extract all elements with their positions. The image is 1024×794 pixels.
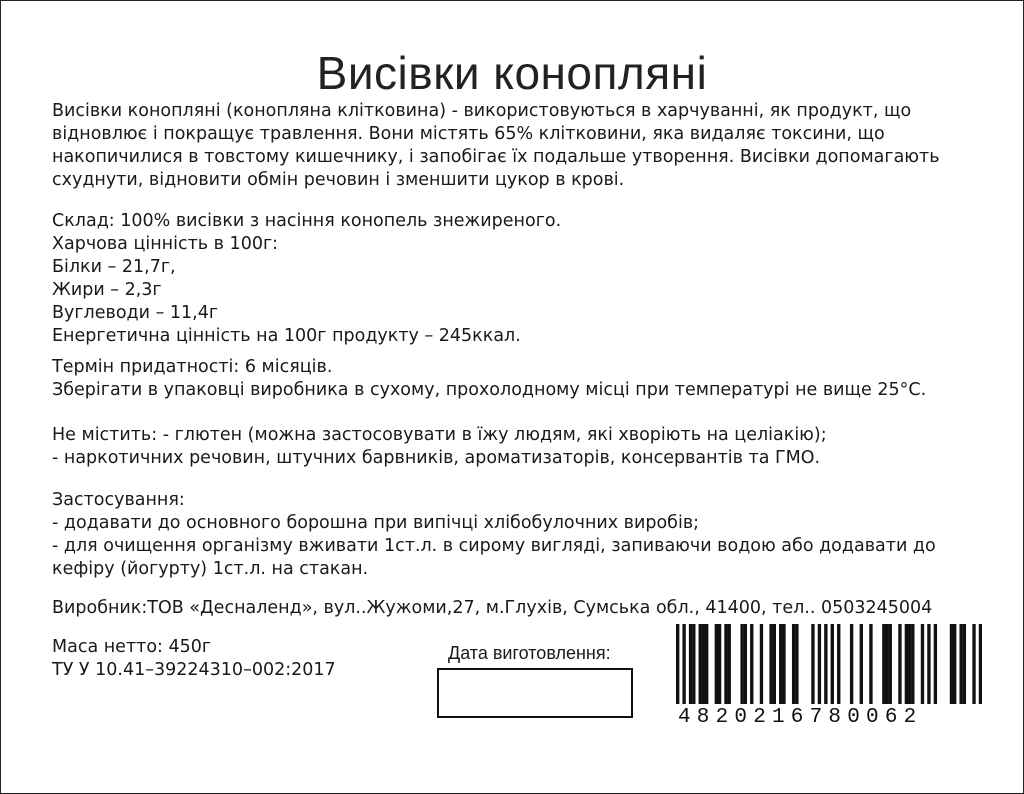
product-title: Висівки конопляні (316, 47, 708, 99)
energy-line: Енергетична цінність на 100г продукту – 245ккал. (52, 326, 521, 346)
barcode-number: 4820216780062 (676, 704, 982, 732)
manufacture-date-label: Дата виготовлення: (448, 643, 611, 663)
usage-line: кефіру (йогурту) 1ст.л. на стакан. (52, 559, 369, 579)
carbs-line: Вуглеводи – 11,4г (52, 303, 219, 323)
manufacture-date-box (437, 668, 633, 718)
intro-line: схуднути, відновити обмін речовин і зменшити цукор в крові. (52, 170, 625, 190)
composition-line: Склад: 100% висівки з насіння конопель знежиреного. (52, 211, 562, 231)
net-mass: Маса нетто: 450г (52, 637, 212, 657)
contains-not-line: Не містить: - глютен (можна застосовувати в їжу людям, які хворіють на целіакію); (52, 425, 827, 445)
manufacturer-line: Виробник:ТОВ «Десналенд», вул..Жужоми,27, м.Глухів, Сумська обл., 41400, тел.. 0503245004 (52, 598, 933, 618)
nutrition-heading: Харчова цінність в 100г: (52, 234, 279, 254)
storage-line: Зберігати в упаковці виробника в сухому, прохолодному місці при температурі не вище 25°С. (52, 380, 927, 400)
usage-heading: Застосування: (52, 490, 185, 510)
intro-line: відновлює і покращує травлення. Вони містять 65% клітковини, яка видаляє токсини, що (52, 124, 885, 144)
fat-line: Жири – 2,3г (52, 280, 162, 300)
intro-line: Висівки конопляні (конопляна клітковина) - використовуються в харчуванні, як продукт, що (52, 101, 912, 121)
usage-line: - для очищення організму вживати 1ст.л. в сирому вигляді, запиваючи водою або додавати до (52, 536, 936, 556)
protein-line: Білки – 21,7г, (52, 257, 176, 277)
standard-code: ТУ У 10.41–39224310–002:2017 (52, 660, 336, 680)
intro-line: накопичилися в товстому кишечнику, і запобігає їх подальше утворення. Висівки допомагають (52, 147, 940, 167)
contains-not-line: - наркотичних речовин, штучних барвників, ароматизаторів, консервантів та ГМО. (52, 448, 821, 468)
shelf-life-line: Термін придатності: 6 місяців. (52, 357, 333, 377)
usage-line: - додавати до основного борошна при випічці хлібобулочних виробів; (52, 513, 700, 533)
